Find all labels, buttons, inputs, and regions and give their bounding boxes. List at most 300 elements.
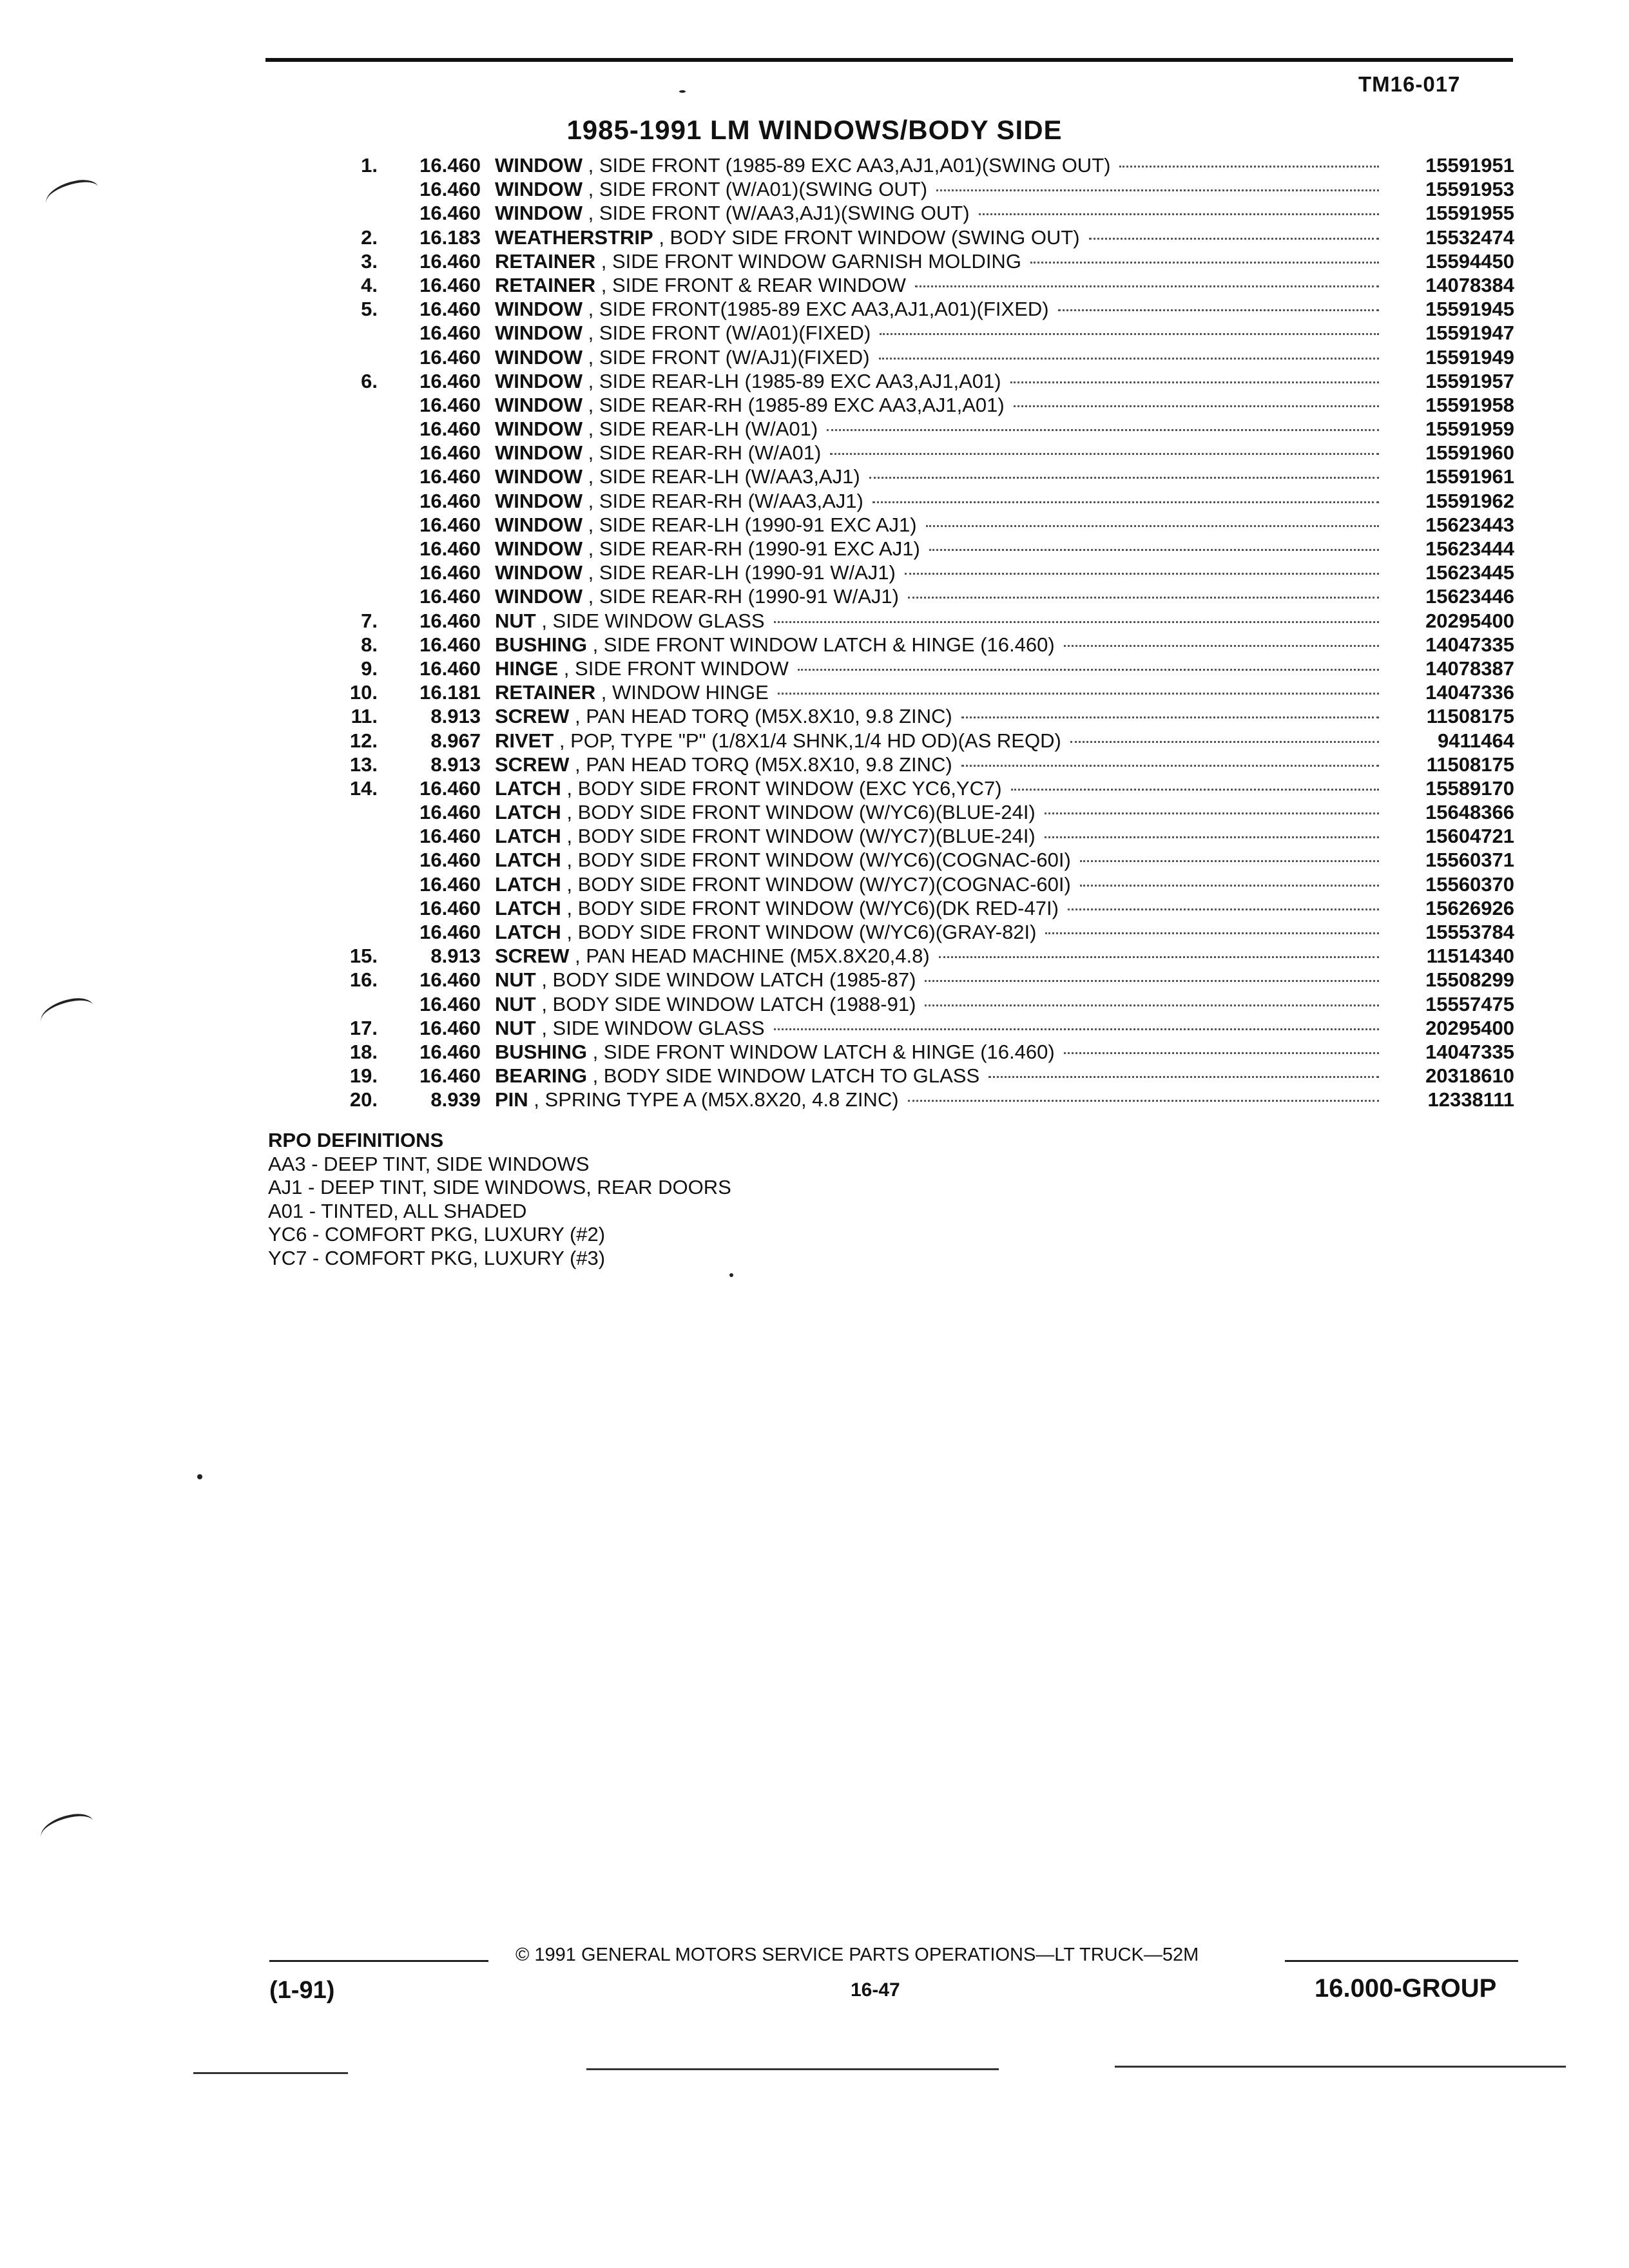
part-name: LATCH [495,896,561,919]
part-description-cell [495,800,1379,824]
part-row [335,704,1514,728]
dot-leader [1011,789,1379,791]
part-description: , SIDE REAR-RH (1990-91 EXC AJ1) [583,537,920,560]
part-row [335,201,1514,225]
part-row [335,848,1514,872]
item-number: 4. [361,273,378,296]
part-name: LATCH [495,921,561,943]
parts-list [335,153,1514,1112]
rpo-definitions [268,1129,731,1270]
part-number: 14078384 [1425,273,1514,296]
part-name: LATCH [495,849,561,872]
part-name: WINDOW [495,441,583,465]
dot-leader [1119,166,1379,168]
part-description-cell [495,226,1379,249]
scan-speck [729,1273,733,1277]
part-name: WINDOW [495,202,583,225]
part-row [335,297,1514,321]
part-name: WINDOW [495,585,583,608]
item-number: 3. [361,249,378,273]
dot-leader [915,285,1379,287]
part-description: , BODY SIDE WINDOW LATCH (1985-87) [535,968,916,992]
group-number: 16.181 [419,681,481,704]
part-name: NUT [495,968,536,992]
group-number: 16.460 [419,178,481,201]
binder-hole-mark [38,995,97,1033]
dot-leader [830,453,1379,455]
part-row [335,441,1514,465]
part-description: , SIDE FRONT(1985-89 EXC AA3,AJ1,A01)(FIXED) [583,298,1049,321]
document-number: TM16-017 [1358,72,1461,96]
part-row [335,776,1514,800]
part-name: RETAINER [495,273,596,296]
part-name: LATCH [495,825,561,848]
scan-edge-line [1115,2066,1566,2068]
part-row [335,680,1514,704]
part-number: 15623445 [1425,561,1514,584]
part-description-cell [495,872,1379,896]
item-number: 13. [349,753,378,776]
dot-leader [778,693,1379,695]
part-row [335,561,1514,584]
part-name: RETAINER [495,249,596,273]
group-number: 8.913 [430,705,481,728]
group-number: 16.460 [419,393,481,416]
group-number: 16.460 [419,154,481,177]
part-description-cell [495,417,1379,441]
part-name: NUT [495,1016,536,1039]
part-name: WINDOW [495,345,583,369]
group-number: 16.460 [419,298,481,321]
group-number: 16.460 [419,657,481,680]
item-number: 8. [361,633,378,656]
part-name: HINGE [495,657,559,680]
part-row [335,729,1514,753]
group-number: 16.460 [419,465,481,488]
scan-speck [197,1474,202,1479]
part-number: 20318610 [1425,1064,1514,1088]
part-description-cell [495,753,1379,776]
top-rule [265,58,1513,62]
part-row [335,896,1514,920]
part-description: , BODY SIDE WINDOW LATCH TO GLASS [586,1064,980,1088]
part-description-cell [495,776,1379,800]
part-row [335,417,1514,441]
item-number: 5. [361,298,378,321]
item-number: 18. [349,1040,378,1063]
part-number: 15591951 [1425,154,1514,177]
part-description-cell [495,1088,1379,1111]
part-description: , SIDE REAR-LH (W/A01) [583,418,818,441]
group-number: 16.460 [419,369,481,392]
dot-leader [1080,885,1379,887]
part-row [335,345,1514,369]
dot-leader [979,213,1379,215]
part-row [335,369,1514,393]
group-number: 8.939 [430,1088,481,1111]
dot-leader [908,1100,1379,1102]
dot-leader [1064,1052,1379,1054]
part-number: 15623444 [1425,537,1514,560]
item-number: 16. [349,968,378,992]
part-row [335,872,1514,896]
dot-leader [869,477,1379,479]
dot-leader [1089,238,1379,240]
dot-leader [939,956,1379,958]
part-description-cell [495,1040,1379,1064]
part-description-cell [495,633,1379,657]
part-description-cell [495,920,1379,944]
part-description-cell [495,896,1379,920]
part-description-cell [495,609,1379,633]
group-number: 16.460 [419,249,481,273]
part-description: , SIDE FRONT (1985-89 EXC AA3,AJ1,A01)(SWING OUT) [583,154,1111,177]
part-name: WINDOW [495,561,583,584]
part-description: , BODY SIDE FRONT WINDOW (W/YC6)(DK RED-47I) [561,896,1059,919]
part-row [335,824,1514,848]
dot-leader [1064,645,1379,647]
part-description: , PAN HEAD TORQ (M5X.8X10, 9.8 ZINC) [569,705,952,728]
dot-leader [798,669,1379,671]
part-description: , BODY SIDE FRONT WINDOW (W/YC6)(BLUE-24I) [561,801,1036,824]
part-description-cell [495,513,1379,537]
item-number: 15. [349,945,378,968]
part-name: WINDOW [495,322,583,345]
scan-speck [679,90,686,93]
part-name: WINDOW [495,489,583,512]
group-number: 16.460 [419,609,481,632]
dot-leader [925,980,1379,982]
part-description: , SIDE WINDOW GLASS [535,609,765,632]
part-description-cell [495,393,1379,417]
group-number: 16.460 [419,441,481,465]
page-number: 16-47 [851,1979,900,2001]
part-description-cell [495,824,1379,848]
dot-leader [1058,309,1379,311]
item-number: 19. [349,1064,378,1088]
dot-leader [1068,908,1379,910]
part-name: WINDOW [495,393,583,416]
dot-leader [1045,836,1379,838]
part-description: , SIDE FRONT WINDOW [558,657,789,680]
dot-leader [872,501,1379,503]
rpo-definition: A01 - TINTED, ALL SHADED [268,1199,527,1222]
dot-leader [1045,812,1379,814]
part-description: , WINDOW HINGE [595,681,769,704]
part-description-cell [495,537,1379,561]
scan-edge-line [193,2072,348,2074]
part-name: BEARING [495,1064,587,1088]
part-description: , SIDE REAR-LH (W/AA3,AJ1) [583,465,860,488]
part-description-cell [495,848,1379,872]
item-number: 12. [349,729,378,752]
part-number: 15560370 [1425,872,1514,896]
part-row [335,584,1514,608]
part-description: , PAN HEAD MACHINE (M5X.8X20,4.8) [569,945,930,968]
part-description: , BODY SIDE WINDOW LATCH (1988-91) [535,992,916,1015]
part-number: 15560371 [1425,849,1514,872]
part-description: , SIDE REAR-LH (1990-91 EXC AJ1) [583,513,917,536]
part-description-cell [495,1064,1379,1088]
group-number: 16.460 [419,896,481,919]
group-number: 16.460 [419,489,481,512]
part-row [335,513,1514,537]
item-number: 20. [349,1088,378,1111]
part-description: , POP, TYPE "P" (1/8X1/4 SHNK,1/4 HD OD)(AS REQD) [554,729,1061,752]
part-description-cell [495,584,1379,608]
item-number: 10. [349,681,378,704]
part-number: 14078387 [1425,657,1514,680]
rpo-definition: AJ1 - DEEP TINT, SIDE WINDOWS, REAR DOORS [268,1176,731,1198]
part-number: 15623446 [1425,585,1514,608]
dot-leader [908,597,1379,599]
footer-rule-right [1285,1960,1518,1962]
part-number: 15508299 [1425,968,1514,992]
dot-leader [1014,405,1379,407]
part-number: 15591945 [1425,298,1514,321]
dot-leader [1030,262,1379,264]
group-number: 16.460 [419,825,481,848]
part-name: WINDOW [495,178,583,201]
part-number: 15591960 [1425,441,1514,465]
part-description-cell [495,201,1379,225]
part-description: , SIDE FRONT WINDOW LATCH & HINGE (16.460) [586,1040,1055,1063]
part-number: 12338111 [1427,1088,1514,1111]
part-number: 20295400 [1425,609,1514,632]
part-description: , SIDE FRONT WINDOW LATCH & HINGE (16.460) [586,633,1055,656]
part-description: , SIDE REAR-RH (W/A01) [583,441,822,465]
part-description-cell [495,249,1379,273]
part-number: 15591958 [1425,393,1514,416]
part-number: 11508175 [1426,753,1514,776]
item-number: 1. [361,154,378,177]
dot-leader [880,333,1379,335]
dot-leader [936,189,1379,191]
part-description-cell [495,465,1379,488]
part-number: 15626926 [1425,896,1514,919]
part-number: 14047335 [1425,1040,1514,1063]
dot-leader [1010,381,1379,383]
group-number: 16.460 [419,202,481,225]
item-number: 7. [361,609,378,632]
group-number: 16.460 [419,872,481,896]
group-number: 16.460 [419,968,481,992]
part-name: LATCH [495,776,561,800]
part-name: WINDOW [495,465,583,488]
part-name: WINDOW [495,154,583,177]
group-number: 16.460 [419,1016,481,1039]
dot-leader [1070,741,1379,743]
part-number: 15532474 [1425,226,1514,249]
rpo-definition: YC6 - COMFORT PKG, LUXURY (#2) [268,1223,606,1245]
group-number: 16.460 [419,585,481,608]
part-number: 15591947 [1425,322,1514,345]
part-description-cell [495,489,1379,513]
part-number: 15591957 [1425,369,1514,392]
part-number: 14047336 [1425,681,1514,704]
part-description-cell [495,153,1379,177]
part-name: RIVET [495,729,554,752]
part-row [335,800,1514,824]
part-description-cell [495,441,1379,465]
part-row [335,609,1514,633]
part-description: , SIDE REAR-LH (1985-89 EXC AA3,AJ1,A01) [583,369,1001,392]
part-description-cell [495,704,1379,728]
part-number: 15604721 [1425,825,1514,848]
scan-edge-line [586,2068,999,2070]
dot-leader [926,525,1379,527]
part-number: 15553784 [1425,921,1514,943]
part-description: , SIDE REAR-RH (1990-91 W/AJ1) [583,585,899,608]
part-description: , SIDE FRONT (W/AA3,AJ1)(SWING OUT) [583,202,970,225]
part-name: WINDOW [495,418,583,441]
part-row [335,489,1514,513]
part-description: , BODY SIDE FRONT WINDOW (W/YC7)(COGNAC-60I) [561,872,1071,896]
group-number: 16.460 [419,561,481,584]
rpo-heading: RPO DEFINITIONS [268,1129,444,1151]
part-row [335,753,1514,776]
binder-hole-mark [43,177,102,215]
part-row [335,273,1514,297]
part-description-cell [495,321,1379,345]
part-row [335,1016,1514,1040]
group-number: 16.460 [419,921,481,943]
part-description: , SIDE FRONT (W/AJ1)(FIXED) [583,345,870,369]
part-row [335,321,1514,345]
part-number: 15589170 [1425,776,1514,800]
group-number: 16.460 [419,322,481,345]
part-description: , SIDE REAR-LH (1990-91 W/AJ1) [583,561,896,584]
group-number: 16.460 [419,776,481,800]
group-number: 16.460 [419,537,481,560]
part-description: , BODY SIDE FRONT WINDOW (W/YC6)(COGNAC-60I) [561,849,1071,872]
group-number: 16.460 [419,1064,481,1088]
part-row [335,393,1514,417]
part-description-cell [495,297,1379,321]
part-number: 15591961 [1425,465,1514,488]
part-row [335,465,1514,488]
part-number: 15591962 [1425,489,1514,512]
part-row [335,153,1514,177]
group-number: 8.967 [430,729,481,752]
part-description: , SIDE REAR-RH (W/AA3,AJ1) [583,489,863,512]
part-name: SCREW [495,753,570,776]
part-row [335,249,1514,273]
part-description-cell [495,944,1379,968]
part-row [335,1040,1514,1064]
part-row [335,177,1514,201]
part-name: LATCH [495,872,561,896]
part-description-cell [495,177,1379,201]
part-name: WINDOW [495,537,583,560]
part-number: 15591959 [1425,418,1514,441]
part-number: 15623443 [1425,513,1514,536]
part-number: 15591953 [1425,178,1514,201]
group-number: 16.183 [419,226,481,249]
part-row [335,226,1514,249]
part-number: 11514340 [1426,945,1514,968]
group-number: 16.460 [419,418,481,441]
group-number: 8.913 [430,753,481,776]
part-description-cell [495,968,1379,992]
part-description-cell [495,992,1379,1016]
group-number: 16.460 [419,633,481,656]
part-row [335,968,1514,992]
group-number: 16.460 [419,849,481,872]
dot-leader [1045,932,1379,934]
part-description-cell [495,1016,1379,1040]
dot-leader [929,549,1379,551]
binder-hole-mark [38,1811,97,1849]
part-number: 15557475 [1425,992,1514,1015]
part-number: 15648366 [1425,801,1514,824]
part-description: , SIDE FRONT WINDOW GARNISH MOLDING [595,249,1021,273]
group-number: 16.460 [419,992,481,1015]
part-name: WINDOW [495,513,583,536]
part-description-cell [495,561,1379,584]
dot-leader [827,429,1379,431]
dot-leader [879,358,1379,360]
page-title: 1985-1991 LM WINDOWS/BODY SIDE [566,115,1063,145]
part-number: 15594450 [1425,249,1514,273]
part-description: , PAN HEAD TORQ (M5X.8X10, 9.8 ZINC) [569,753,952,776]
dot-leader [905,573,1379,575]
part-description: , BODY SIDE FRONT WINDOW (W/YC6)(GRAY-82I) [561,921,1037,943]
item-number: 2. [361,226,378,249]
part-description: , SPRING TYPE A (M5X.8X20, 4.8 ZINC) [528,1088,899,1111]
part-name: NUT [495,609,536,632]
rpo-definition: AA3 - DEEP TINT, SIDE WINDOWS [268,1152,590,1175]
group-number: 16.460 [419,513,481,536]
rpo-definition: YC7 - COMFORT PKG, LUXURY (#3) [268,1246,606,1269]
part-row [335,657,1514,680]
item-number: 14. [349,776,378,800]
dot-leader [1080,860,1379,862]
part-description: , SIDE REAR-RH (1985-89 EXC AA3,AJ1,A01) [583,393,1005,416]
dot-leader [925,1004,1379,1006]
part-name: WINDOW [495,369,583,392]
part-number: 11508175 [1426,705,1514,728]
dot-leader [961,716,1379,718]
part-number: 15591955 [1425,202,1514,225]
part-number: 14047335 [1425,633,1514,656]
dot-leader [774,621,1379,623]
part-description-cell [495,345,1379,369]
part-name: BUSHING [495,633,587,656]
part-description-cell [495,369,1379,393]
dot-leader [961,765,1379,767]
copyright-line: © 1991 GENERAL MOTORS SERVICE PARTS OPERATIONS—LT TRUCK—52M [516,1945,1199,1965]
item-number: 11. [351,705,378,728]
part-row [335,920,1514,944]
part-description-cell [495,657,1379,680]
group-number: 16.460 [419,1040,481,1063]
part-name: WEATHERSTRIP [495,226,653,249]
part-name: WINDOW [495,298,583,321]
part-name: PIN [495,1088,528,1111]
dot-leader [774,1028,1379,1030]
footer-rule-left [269,1960,488,1962]
part-name: LATCH [495,801,561,824]
part-description: , SIDE FRONT (W/A01)(FIXED) [583,322,871,345]
part-row [335,1064,1514,1088]
group-number: 16.460 [419,273,481,296]
part-description-cell [495,729,1379,753]
item-number: 6. [361,369,378,392]
part-description: , SIDE FRONT (W/A01)(SWING OUT) [583,178,928,201]
part-name: RETAINER [495,681,596,704]
part-row [335,992,1514,1016]
